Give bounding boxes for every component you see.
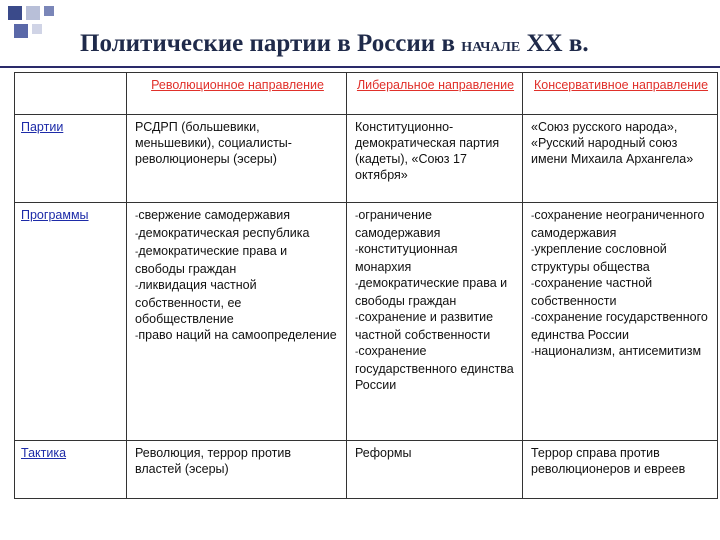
header-conservative: Консервативное направление [523,73,718,115]
corner-square-1 [8,6,22,20]
table-cell: -сохранение неограниченного самодержавия -укрепление сословной структуры общества -сохранение частной собственности -сохранение государственного единства России -национализм, антисемитизм [523,203,718,441]
table-cell: РСДРП (большевики, меньшевики), социалисты-революционеры (эсеры) [127,115,347,203]
table-row [15,115,718,203]
corner-square-2 [26,6,40,20]
header-empty [15,73,127,115]
table-cell: Реформы [347,441,523,499]
table-header-row [15,73,718,115]
header-revolutionary: Революционное направление [127,73,347,115]
title-underline [0,66,720,68]
table-cell: Конституционно-демократическая партия (кадеты), «Союз 17 октября» [347,115,523,203]
table-cell: -свержение самодержавия -демократическая республика -демократические права и свободы граждан -ликвидация частной собственности, ее обобществление -право наций на самоопределение [127,203,347,441]
table-cell: Террор справа против революционеров и евреев [523,441,718,499]
corner-square-3 [44,6,54,16]
table-row [15,441,718,499]
header-liberal: Либеральное направление [347,73,523,115]
corner-square-4 [14,24,28,38]
row-label-programs: Программы [15,203,127,441]
corner-square-5 [32,24,42,34]
page-title: Политические партии в России в НАЧАЛЕ XX в. [80,30,589,57]
row-label-tactics: Тактика [15,441,127,499]
table-cell: Революция, террор против властей (эсеры) [127,441,347,499]
parties-table [14,72,718,499]
table-cell: «Союз русского народа», «Русский народный союз имени Михаила Архангела» [523,115,718,203]
row-label-parties: Партии [15,115,127,203]
table-row [15,203,718,441]
table-cell: -ограничение самодержавия -конституционная монархия -демократические права и свободы граждан -сохранение и развитие частной собственности -сохранение государственного единства России [347,203,523,441]
